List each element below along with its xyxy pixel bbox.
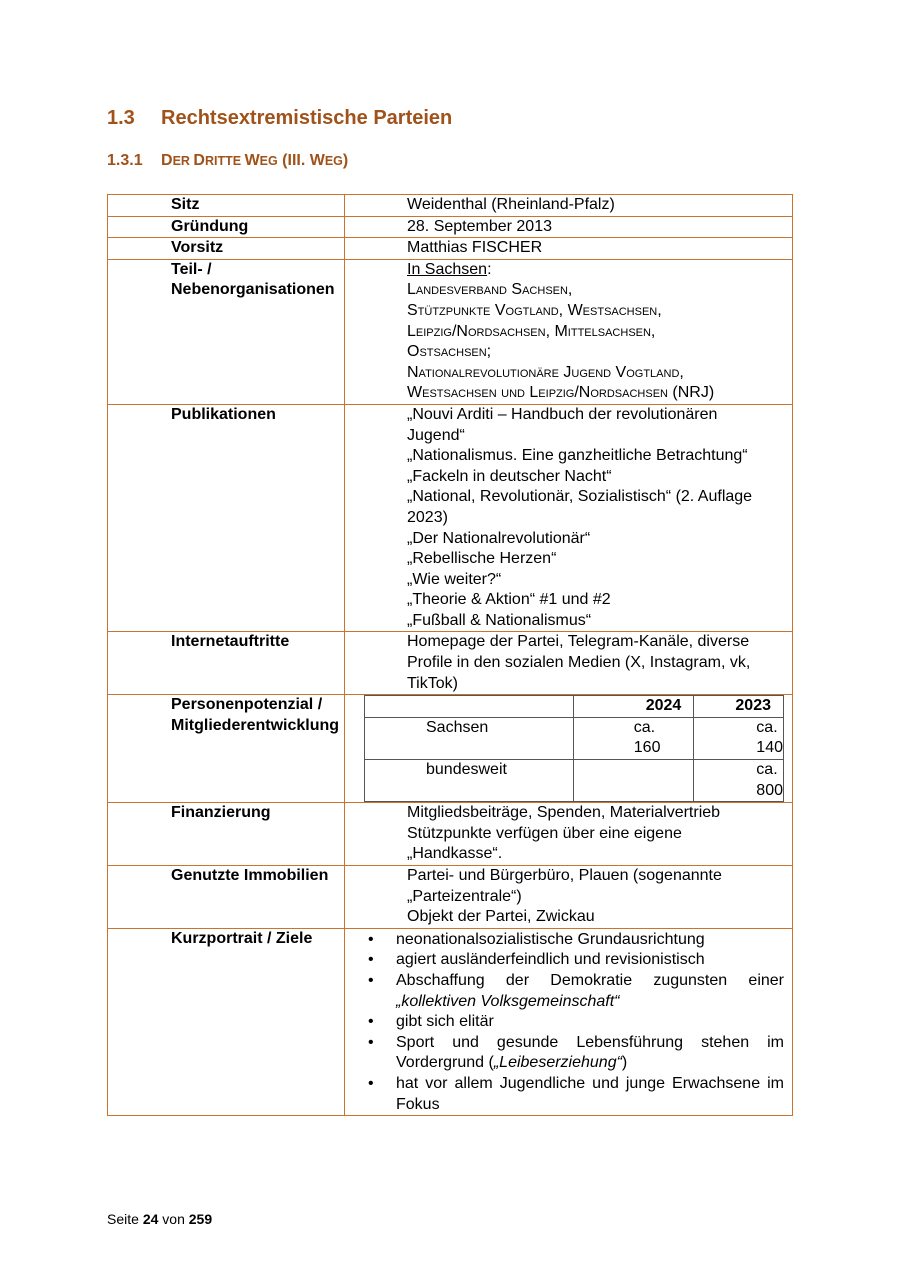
list-item: • gibt sich elitär: [365, 1012, 784, 1033]
label-publikationen: Publikationen: [108, 404, 345, 632]
list-item: [365, 1033, 784, 1074]
footer-prefix: Seite: [107, 1211, 143, 1227]
title-part: EG: [259, 154, 278, 168]
publication-line: „Fackeln in deutscher Nacht“: [407, 467, 612, 485]
value-publikationen: [345, 404, 793, 632]
finance-line: Stützpunkte verfügen über eine eigene: [407, 824, 682, 842]
publication-line: „Der Nationalrevolutionär“: [407, 529, 591, 547]
org-line: Westsachsen und Leipzig/Nordsachsen (NRJ): [407, 384, 715, 402]
label-internet: Internetauftritte: [108, 632, 345, 695]
page-total: 259: [188, 1211, 213, 1227]
title-part: EG: [324, 154, 343, 168]
item-text: Abschaffung der Demokratie zugunsten einer: [396, 971, 784, 989]
section-heading: [107, 107, 452, 130]
footer-middle: von: [158, 1211, 189, 1227]
header-2023: 2023: [694, 696, 784, 718]
publication-line: 2023): [407, 508, 448, 526]
publication-line: „National, Revolutionär, Sozialistisch“ (2. Auflage: [407, 488, 753, 506]
region-name: bundesweit: [365, 760, 574, 802]
title-part: ER: [172, 154, 194, 168]
internet-line: TikTok): [407, 674, 458, 692]
label-immobilien: Genutzte Immobilien: [108, 866, 345, 929]
value-immobilien: [345, 866, 793, 929]
value-finanzierung: [345, 803, 793, 866]
publication-line: „Rebellische Herzen“: [407, 550, 557, 568]
value-vorsitz: Matthias FISCHER: [345, 238, 793, 260]
org-line: Leipzig/Nordsachsen, Mittelsachsen,: [407, 322, 656, 340]
label-line: Personenpotenzial /: [171, 696, 323, 714]
publication-line: „Fußball & Nationalismus“: [407, 611, 592, 629]
page-number: 24: [142, 1211, 159, 1227]
value-line: 140: [756, 739, 783, 757]
region-name: Sachsen: [365, 717, 574, 759]
list-item: • hat vor allem Jugendliche und junge Erwachsene im Fokus: [365, 1074, 784, 1115]
table-row: [108, 216, 793, 238]
label-sitz: Sitz: [108, 195, 345, 217]
membership-table: [364, 695, 784, 802]
table-row: [108, 866, 793, 929]
value-2024: [573, 760, 694, 802]
value-line: 160: [633, 739, 661, 757]
property-line: „Parteizentrale“): [407, 887, 522, 905]
table-row: [108, 259, 793, 404]
property-line: Partei- und Bürgerbüro, Plauen (sogenannte: [407, 867, 722, 884]
membership-row: [365, 717, 784, 759]
item-italic: „Leibeserziehung“: [493, 1054, 622, 1072]
title-part: ): [342, 152, 349, 169]
list-item: • neonationalsozialistische Grundausrichtung: [365, 930, 784, 951]
item-italic: „kollektiven Volksgemeinschaft“: [396, 992, 620, 1010]
label-teilorganisationen: [108, 259, 345, 404]
finance-line: Mitgliedsbeiträge, Spenden, Materialvertrieb: [407, 804, 721, 822]
label-finanzierung: Finanzierung: [108, 803, 345, 866]
title-part: (III.: [277, 152, 310, 169]
value-line: ca.: [756, 718, 778, 736]
value-personenpotenzial: [345, 695, 793, 803]
membership-row: [365, 760, 784, 802]
property-line: Objekt der Partei, Zwickau: [407, 908, 595, 926]
value-teilorganisationen: [345, 259, 793, 404]
publication-line: „Nationalismus. Eine ganzheitliche Betrachtung“: [407, 447, 748, 465]
value-gruendung: 28. September 2013: [345, 216, 793, 238]
table-row: [108, 632, 793, 695]
publication-line: Jugend“: [407, 426, 465, 444]
title-part: D: [193, 152, 205, 169]
value-line: ca.: [756, 761, 778, 779]
page-footer: [107, 1211, 212, 1227]
publication-line: „Wie weiter?“: [407, 570, 502, 588]
list-item: [365, 971, 784, 1012]
title-part: W: [309, 152, 325, 169]
label-line: Nebenorganisationen: [171, 281, 335, 299]
party-profile-table: [107, 194, 793, 1116]
heading-colon: :: [487, 260, 492, 278]
title-part: RITTE: [204, 154, 245, 168]
value-2023: [694, 717, 784, 759]
label-kurzportrait: Kurzportrait / Ziele: [108, 928, 345, 1115]
value-kurzportrait: [345, 928, 793, 1115]
header-2024: 2024: [573, 696, 694, 718]
membership-header-row: [365, 696, 784, 718]
subsection-heading: [107, 152, 348, 170]
label-gruendung: Gründung: [108, 216, 345, 238]
section-number: 1.3: [107, 107, 135, 129]
table-row: [108, 238, 793, 260]
subsection-number: 1.3.1: [107, 152, 143, 169]
org-line: Nationalrevolutionäre Jugend Vogtland,: [407, 363, 684, 381]
value-sitz: Weidenthal (Rheinland-Pfalz): [345, 195, 793, 217]
table-row: [108, 928, 793, 1115]
publication-line: „Nouvi Arditi – Handbuch der revolutionären: [407, 405, 718, 423]
table-row: [108, 695, 793, 803]
item-text: ): [621, 1054, 628, 1072]
title-part: D: [161, 152, 173, 169]
header-region: [365, 696, 574, 718]
org-line: Ostsachsen;: [407, 343, 492, 361]
table-row: [108, 404, 793, 632]
publication-line: „Theorie & Aktion“ #1 und #2: [407, 591, 611, 609]
org-line: Landesverband Sachsen,: [407, 281, 573, 299]
value-internet: [345, 632, 793, 695]
label-vorsitz: Vorsitz: [108, 238, 345, 260]
label-line: Mitgliederentwicklung: [171, 716, 340, 734]
item-text: Sport und gesunde Lebensführung stehen im Vordergrund (: [396, 1033, 784, 1072]
table-row: [108, 195, 793, 217]
value-2023: [694, 760, 784, 802]
value-2024: [573, 717, 694, 759]
org-line: Stützpunkte Vogtland, Westsachsen,: [407, 301, 662, 319]
finance-line: „Handkasse“.: [407, 845, 503, 863]
in-sachsen-heading: In Sachsen: [407, 260, 488, 278]
internet-line: Profile in den sozialen Medien (X, Instagram, vk,: [407, 654, 751, 672]
list-item: • agiert ausländerfeindlich und revisionistisch: [365, 950, 784, 971]
title-part: W: [244, 152, 260, 169]
label-line: Teil- /: [171, 260, 212, 278]
internet-line: Homepage der Partei, Telegram-Kanäle, diverse: [407, 633, 750, 651]
value-line: ca.: [633, 718, 656, 736]
label-personenpotenzial: [108, 695, 345, 803]
goals-list: [355, 930, 784, 1115]
section-title: Rechtsextremistische Parteien: [161, 107, 453, 129]
table-row: [108, 803, 793, 866]
value-line: 800: [756, 781, 783, 799]
